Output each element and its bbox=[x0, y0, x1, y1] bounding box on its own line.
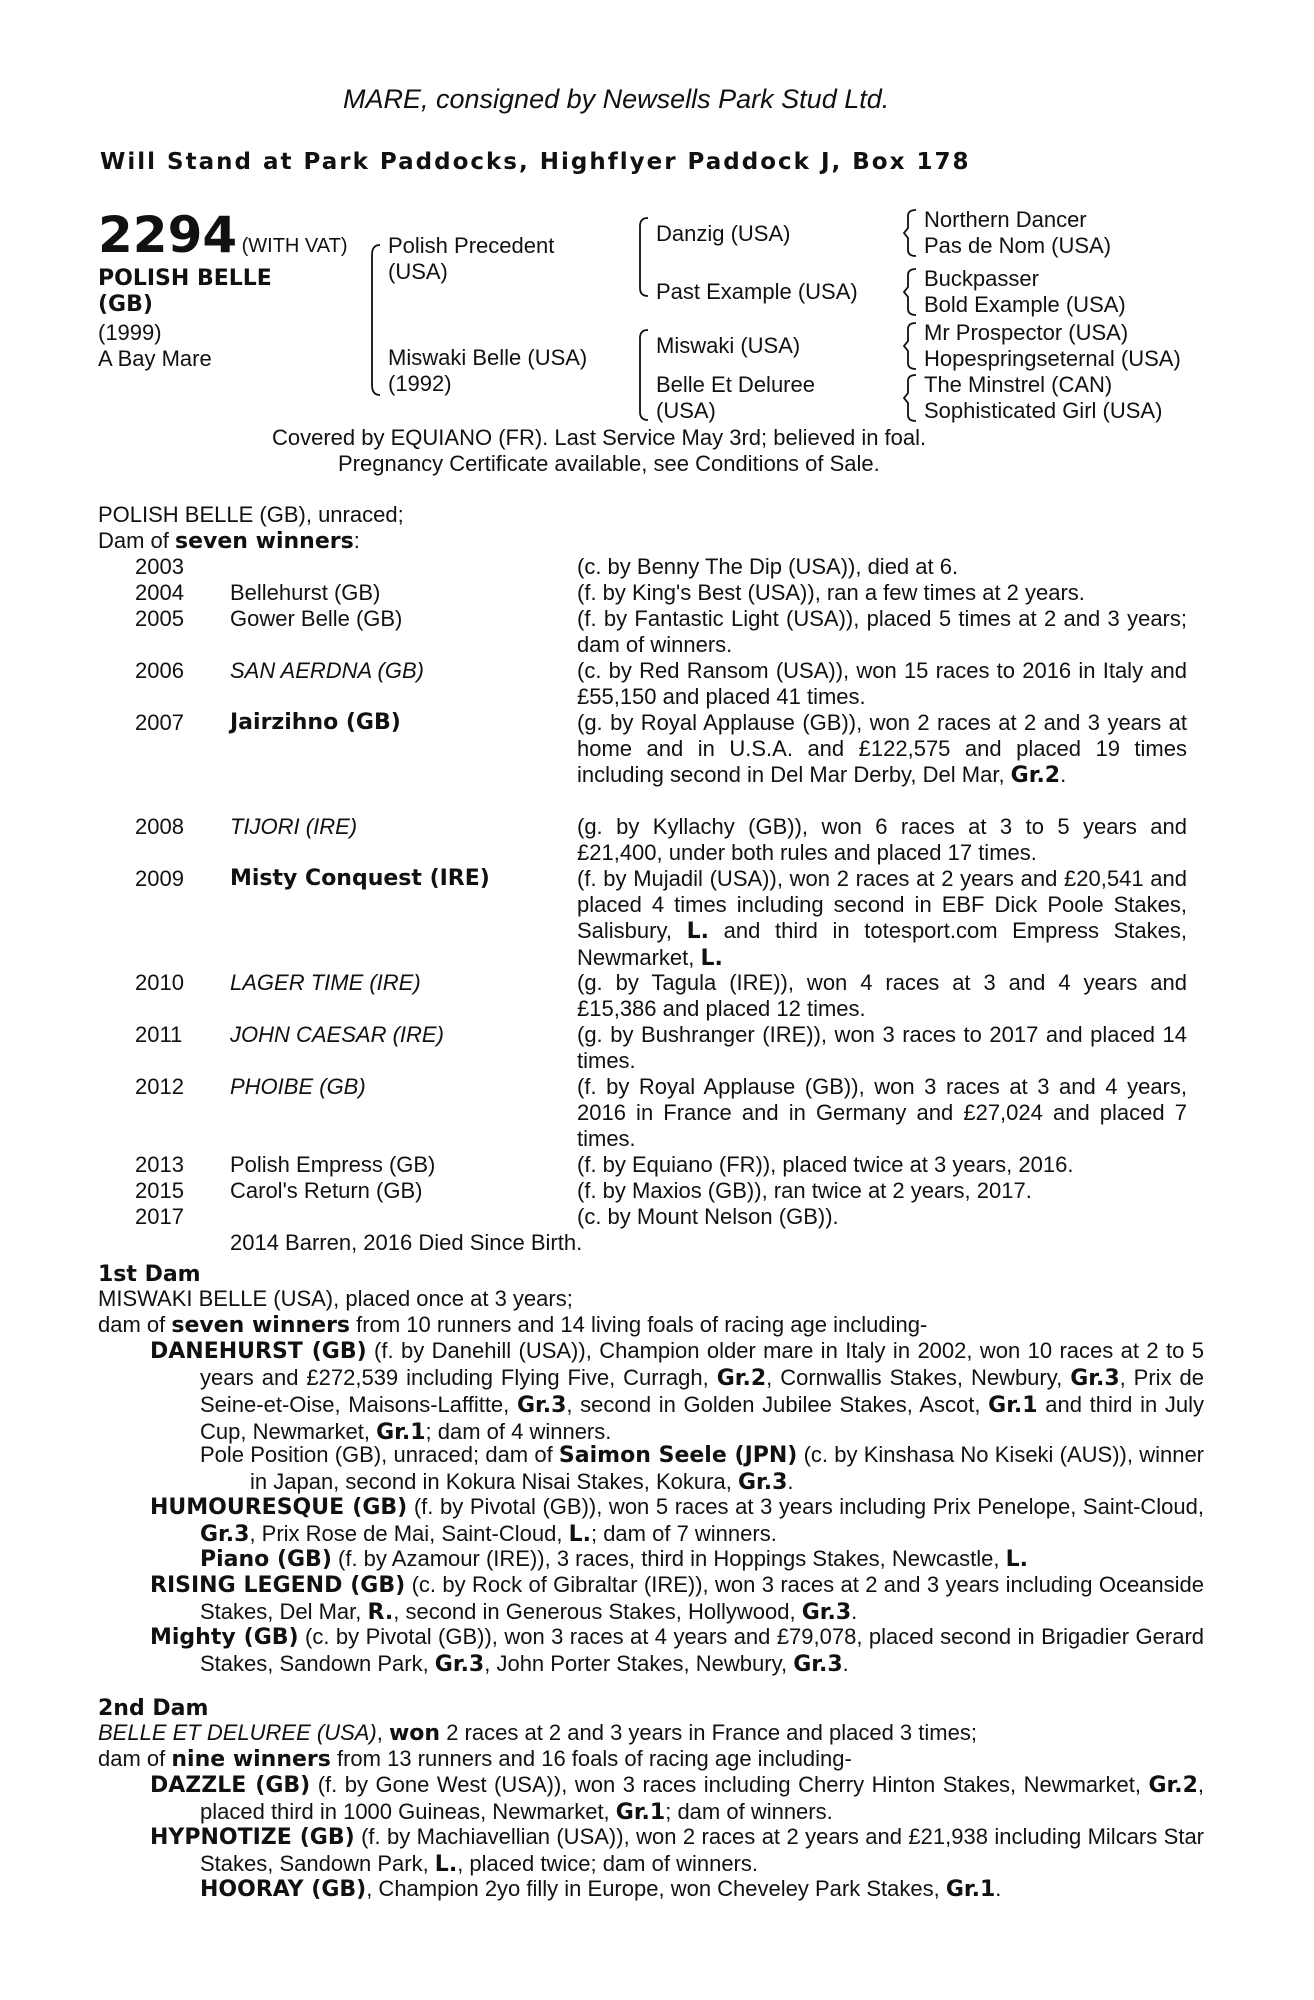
horse-name: POLISH BELLE (GB) bbox=[98, 266, 272, 317]
vat-label: (WITH VAT) bbox=[241, 235, 348, 257]
gen3-1: Northern Dancer bbox=[924, 207, 1087, 232]
gen3-7: The Minstrel (CAN) bbox=[924, 372, 1113, 397]
gen3-8: Sophisticated Girl (USA) bbox=[924, 398, 1163, 423]
gen3-5: Mr Prospector (USA) bbox=[924, 320, 1129, 345]
first-dam-entry-rising-legend: RISING LEGEND (GB) (c. by Rock of Gibraltar (IRE)), won 3 races at 2 and 3 years including Oceanside Stakes, Del Mar, R., second in Generous Stakes, Hollywood, Gr.3. bbox=[150, 1572, 1205, 1625]
pedigree-bracket-main bbox=[368, 245, 382, 395]
dam-sire: Miswaki (USA) bbox=[656, 333, 801, 358]
first-dam-intro: MISWAKI BELLE (USA), placed once at 3 years; bbox=[98, 1286, 573, 1311]
second-dam-entry-hooray: HOORAY (GB), Champion 2yo filly in Europe, won Cheveley Park Stakes, Gr.1. bbox=[200, 1876, 1002, 1902]
pedigree-bracket-g78 bbox=[904, 375, 918, 421]
horse-year: (1999) bbox=[98, 320, 162, 345]
second-dam-intro: BELLE ET DELUREE (USA), won 2 races at 2 and 3 years in France and placed 3 times; bbox=[98, 1720, 977, 1746]
first-dam-entry-pole-position: Pole Position (GB), unraced; dam of Saimon Seele (JPN) (c. by Kinshasa No Kiseki (AUS)), winner in Japan, second in Kokura Nisai Stakes, Kokura, Gr.3. bbox=[200, 1442, 1205, 1495]
produce-note: 2014 Barren, 2016 Died Since Birth. bbox=[230, 1230, 583, 1255]
second-dam-heading: 2nd Dam bbox=[98, 1696, 209, 1721]
pedigree-bracket-sire bbox=[636, 218, 650, 296]
gen3-4: Bold Example (USA) bbox=[924, 292, 1126, 317]
lot-block bbox=[98, 206, 348, 264]
produce-dam-of: Dam of seven winners: bbox=[98, 528, 360, 554]
pedigree-bracket-g34 bbox=[904, 269, 918, 315]
horse-description: A Bay Mare bbox=[98, 346, 212, 371]
dam-dam: Belle Et Deluree (USA) bbox=[656, 372, 815, 423]
pedigree-bracket-g12 bbox=[904, 210, 918, 256]
pregnancy-note: Pregnancy Certificate available, see Conditions of Sale. bbox=[338, 451, 880, 476]
sire-dam: Past Example (USA) bbox=[656, 279, 858, 304]
pedigree-bracket-g56 bbox=[904, 323, 918, 369]
first-dam-entry-piano: Piano (GB) (f. by Azamour (IRE)), 3 races, third in Hoppings Stakes, Newcastle, L. bbox=[200, 1546, 1028, 1572]
covered-note: Covered by EQUIANO (FR). Last Service May 3rd; believed in foal. bbox=[272, 425, 927, 450]
pedigree-bracket-dam bbox=[636, 330, 650, 420]
sire-sire: Danzig (USA) bbox=[656, 221, 791, 246]
second-dam-entry-hypnotize: HYPNOTIZE (GB) (f. by Machiavellian (USA)), won 2 races at 2 years and £21,938 including Milcars Star Stakes, Sandown Park, L., placed twice; dam of winners. bbox=[150, 1824, 1205, 1877]
first-dam-entry-mighty: Mighty (GB) (c. by Pivotal (GB)), won 3 races at 4 years and £79,078, placed second in Brigadier Gerard Stakes, Sandown Park, Gr.3, John Porter Stakes, Newbury, Gr.3. bbox=[150, 1624, 1205, 1677]
lot-number: 2294 bbox=[98, 206, 238, 264]
page-title: MARE, consigned by Newsells Park Stud Ltd. bbox=[343, 84, 890, 114]
gen3-2: Pas de Nom (USA) bbox=[924, 233, 1112, 258]
produce-intro: POLISH BELLE (GB), unraced; bbox=[98, 502, 404, 527]
second-dam-entry-dazzle: DAZZLE (GB) (f. by Gone West (USA)), won 3 races including Cherry Hinton Stakes, Newmarket, Gr.2, placed third in 1000 Guineas, Newmarket, Gr.1; dam of winners. bbox=[150, 1772, 1205, 1825]
first-dam-dam-of: dam of seven winners from 10 runners and 14 living foals of racing age including- bbox=[98, 1312, 928, 1338]
gen3-6: Hopespringseternal (USA) bbox=[924, 346, 1181, 371]
sire: Polish Precedent (USA) bbox=[388, 233, 555, 284]
gen3-3: Buckpasser bbox=[924, 266, 1039, 291]
first-dam-heading: 1st Dam bbox=[98, 1262, 201, 1287]
second-dam-dam-of: dam of nine winners from 13 runners and 16 foals of racing age including- bbox=[98, 1746, 852, 1772]
first-dam-entry-humouresque: HUMOURESQUE (GB) (f. by Pivotal (GB)), won 5 races at 3 years including Prix Penelope, Saint-Cloud, Gr.3, Prix Rose de Mai, Saint-Cloud, L.; dam of 7 winners. bbox=[150, 1494, 1204, 1547]
first-dam-entry-danehurst: DANEHURST (GB) (f. by Danehill (USA)), Champion older mare in Italy in 2002, won 10 races at 2 to 5 years and £272,539 including Flying Five, Curragh, Gr.2, Cornwallis Stakes, Newbury, Gr.3, Prix de Seine-et-Oise, Maisons-Laffitte, Gr.3, second in Golden Jubilee Stakes, Ascot, Gr.1 and third in July Cup, Newmarket, Gr.1; dam of 4 winners. bbox=[150, 1338, 1204, 1445]
stand-location: Will Stand at Park Paddocks, Highflyer Paddock J, Box 178 bbox=[100, 149, 971, 175]
dam: Miswaki Belle (USA) (1992) bbox=[388, 345, 588, 396]
